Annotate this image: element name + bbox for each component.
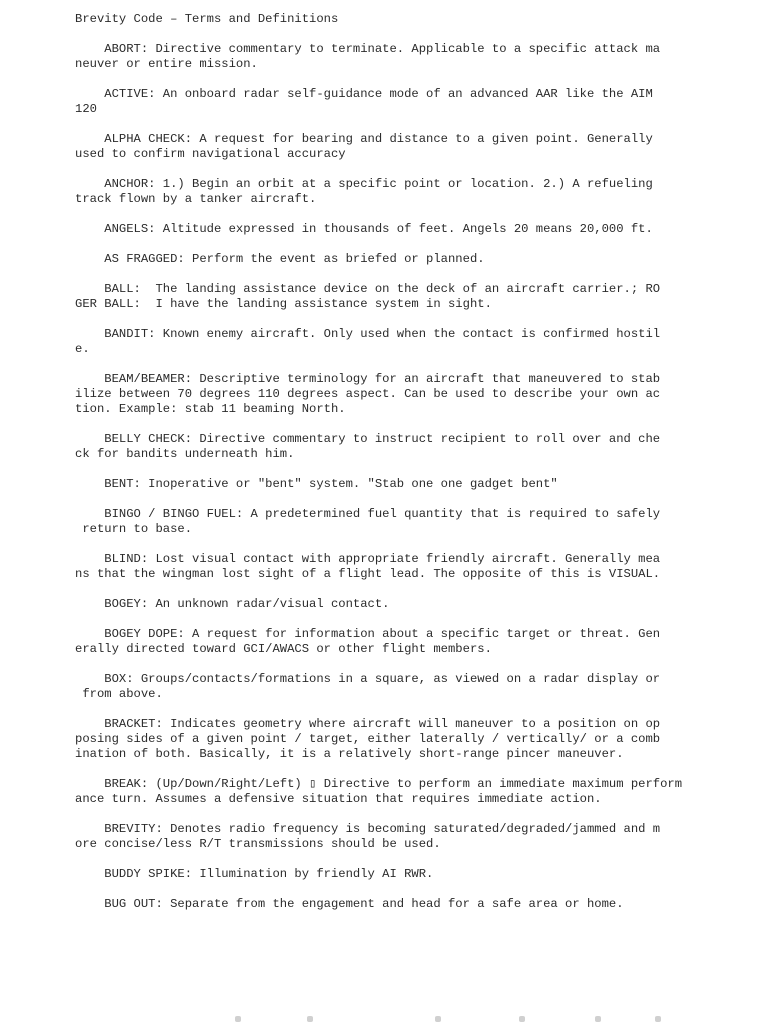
blank-line <box>75 357 715 372</box>
blank-line <box>75 207 715 222</box>
text-line: return to base. <box>75 522 193 536</box>
text-line: ACTIVE: An onboard radar self-guidance mode of an advanced AAR like the AIM <box>75 87 653 101</box>
text-line: ore concise/less R/T transmissions should be used. <box>75 837 441 851</box>
text-line: BOGEY: An unknown radar/visual contact. <box>75 597 390 611</box>
text-line: ilize between 70 degrees 110 degrees aspect. Can be used to describe your own ac <box>75 387 661 401</box>
blank-line <box>75 537 715 552</box>
blank-line <box>75 702 715 717</box>
document-title: Brevity Code – Terms and Definitions <box>75 12 339 26</box>
blank-line <box>75 312 715 327</box>
text-line: GER BALL: I have the landing assistance system in sight. <box>75 297 492 311</box>
text-line: BENT: Inoperative or "bent" system. "Stab one one gadget bent" <box>75 477 558 491</box>
text-line: BALL: The landing assistance device on the deck of an aircraft carrier.; RO <box>75 282 661 296</box>
blank-line <box>75 267 715 282</box>
blank-line <box>75 882 715 897</box>
text-line: ANGELS: Altitude expressed in thousands of feet. Angels 20 means 20,000 ft. <box>75 222 653 236</box>
text-line: from above. <box>75 687 163 701</box>
document-body <box>75 42 715 912</box>
text-line: track flown by a tanker aircraft. <box>75 192 317 206</box>
blank-line <box>75 657 715 672</box>
text-line: ck for bandits underneath him. <box>75 447 295 461</box>
text-line: BINGO / BINGO FUEL: A predetermined fuel quantity that is required to safely <box>75 507 661 521</box>
blank-line <box>75 417 715 432</box>
blank-line <box>75 852 715 867</box>
text-line: BOX: Groups/contacts/formations in a square, as viewed on a radar display or <box>75 672 661 686</box>
text-line: ALPHA CHECK: A request for bearing and distance to a given point. Generally <box>75 132 653 146</box>
text-line: tion. Example: stab 11 beaming North. <box>75 402 346 416</box>
text-line: ance turn. Assumes a defensive situation that requires immediate action. <box>75 792 602 806</box>
text-line: BLIND: Lost visual contact with appropriate friendly aircraft. Generally mea <box>75 552 661 566</box>
blank-line <box>75 582 715 597</box>
blank-line <box>75 117 715 132</box>
document-page <box>75 12 715 912</box>
text-line: BEAM/BEAMER: Descriptive terminology for an aircraft that maneuvered to stab <box>75 372 661 386</box>
text-line: BANDIT: Known enemy aircraft. Only used when the contact is confirmed hostil <box>75 327 661 341</box>
blank-line <box>75 762 715 777</box>
blank-line <box>75 27 715 42</box>
text-line: neuver or entire mission. <box>75 57 258 71</box>
text-line: ns that the wingman lost sight of a flight lead. The opposite of this is VISUAL. <box>75 567 661 581</box>
blank-line <box>75 492 715 507</box>
text-line: BELLY CHECK: Directive commentary to instruct recipient to roll over and che <box>75 432 661 446</box>
text-line: BOGEY DOPE: A request for information about a specific target or threat. Gen <box>75 627 661 641</box>
text-line: BRACKET: Indicates geometry where aircraft will maneuver to a position on op <box>75 717 661 731</box>
text-line: BUG OUT: Separate from the engagement and head for a safe area or home. <box>75 897 624 911</box>
blank-line <box>75 72 715 87</box>
next-page-edge <box>75 1010 715 1024</box>
text-line: BUDDY SPIKE: Illumination by friendly AI RWR. <box>75 867 434 881</box>
text-line: ABORT: Directive commentary to terminate. Applicable to a specific attack ma <box>75 42 661 56</box>
text-line: ANCHOR: 1.) Begin an orbit at a specific point or location. 2.) A refueling <box>75 177 653 191</box>
text-line: used to confirm navigational accuracy <box>75 147 346 161</box>
blank-line <box>75 612 715 627</box>
text-line: BREAK: (Up/Down/Right/Left) ▯ Directive to perform an immediate maximum perform <box>75 777 683 791</box>
text-line: 120 <box>75 102 97 116</box>
text-line: BREVITY: Denotes radio frequency is becoming saturated/degraded/jammed and m <box>75 822 661 836</box>
text-line: AS FRAGGED: Perform the event as briefed or planned. <box>75 252 485 266</box>
blank-line <box>75 237 715 252</box>
text-line: posing sides of a given point / target, either laterally / vertically/ or a comb <box>75 732 661 746</box>
text-line: e. <box>75 342 90 356</box>
text-line: erally directed toward GCI/AWACS or other flight members. <box>75 642 492 656</box>
text-line: ination of both. Basically, it is a relatively short-range pincer maneuver. <box>75 747 624 761</box>
blank-line <box>75 807 715 822</box>
blank-line <box>75 162 715 177</box>
blank-line <box>75 462 715 477</box>
